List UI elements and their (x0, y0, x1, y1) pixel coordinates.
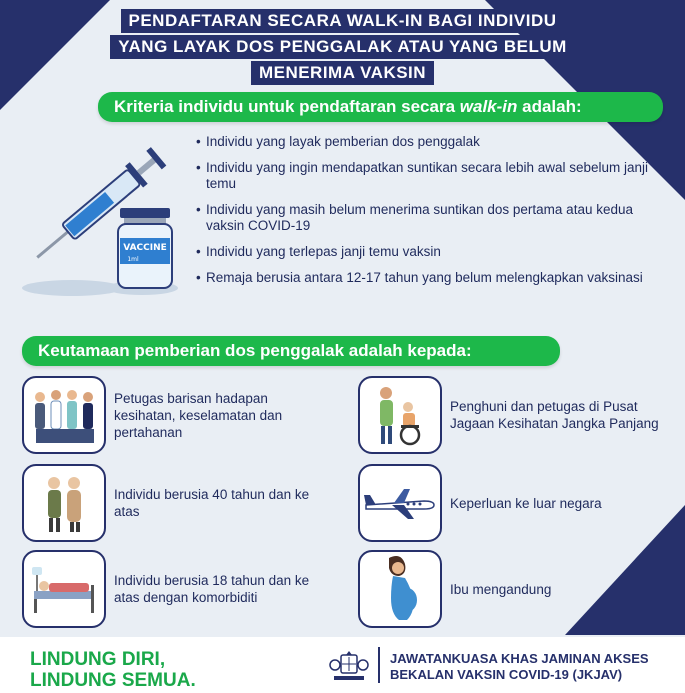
priority-item-comorbidity (22, 550, 324, 628)
syringe-vaccine-icon (12, 140, 190, 300)
malaysia-crest-icon (328, 649, 370, 683)
frontline-workers-icon (22, 376, 106, 454)
criteria-item: • Individu yang ingin mendapatkan suntikan secara lebih awal sebelum janji temu (196, 160, 666, 192)
vial-sublabel: 1ml (127, 256, 139, 263)
agency-name (390, 651, 649, 683)
priority-item-text: Individu berusia 18 tahun dan ke atas dengan komorbiditi (114, 573, 310, 605)
criteria-list (196, 134, 666, 296)
priority-item-text: Penghuni dan petugas di Pusat Jagaan Kesihatan Jangka Panjang (450, 399, 659, 431)
footer (0, 637, 685, 693)
criteria-item: • Individu yang terlepas janji temu vaksin (196, 244, 666, 260)
criteria-heading-prefix: Kriteria individu untuk pendaftaran secara (114, 97, 460, 116)
title-line-2: YANG LAYAK DOS PENGGALAK ATAU YANG BELUM (110, 35, 575, 59)
criteria-item: • Individu yang masih belum menerima suntikan dos pertama atau kedua vaksin COVID-19 (196, 202, 666, 234)
slogan (30, 649, 196, 691)
priority-item-frontline (22, 376, 319, 454)
priority-item-elderly (22, 464, 319, 542)
elderly-couple-icon (22, 464, 106, 542)
agency-line-2: BEKALAN VAKSIN COVID-19 (JKJAV) (390, 667, 623, 682)
criteria-item: • Individu yang layak pemberian dos penggalak (196, 134, 666, 150)
patient-bed-icon (22, 550, 106, 628)
criteria-heading (98, 92, 663, 122)
criteria-heading-suffix: adalah: (517, 97, 582, 116)
slogan-line-1: LINDUNG DIRI, (30, 649, 166, 670)
agency-line-1: JAWATANKUASA KHAS JAMINAN AKSES (390, 651, 649, 666)
priority-item-travel (358, 464, 670, 542)
vial-label: VACCINE (123, 243, 167, 253)
slogan-line-2: LINDUNG SEMUA. (30, 670, 196, 691)
priority-heading: Keutamaan pemberian dos penggalak adalah kepada: (22, 336, 560, 366)
airplane-icon (358, 464, 442, 542)
title-line-3: MENERIMA VAKSIN (251, 61, 434, 85)
priority-item-text: Ibu mengandung (450, 581, 552, 597)
criteria-heading-italic: walk-in (459, 97, 518, 116)
page-title (0, 8, 685, 86)
priority-item-pregnant (358, 550, 670, 628)
wheelchair-care-icon (358, 376, 442, 454)
priority-item-text: Keperluan ke luar negara (450, 495, 602, 511)
criteria-item: • Remaja berusia antara 12-17 tahun yang belum melengkapkan vaksinasi (196, 270, 666, 286)
priority-item-text: Individu berusia 40 tahun dan ke atas (114, 487, 310, 519)
pregnant-woman-icon (358, 550, 442, 628)
priority-item-longterm-care (358, 376, 670, 454)
priority-item-text: Petugas barisan hadapan kesihatan, keselamatan dan pertahanan (114, 390, 283, 440)
footer-divider (378, 647, 380, 683)
title-line-1: PENDAFTARAN SECARA WALK-IN BAGI INDIVIDU (121, 9, 565, 33)
